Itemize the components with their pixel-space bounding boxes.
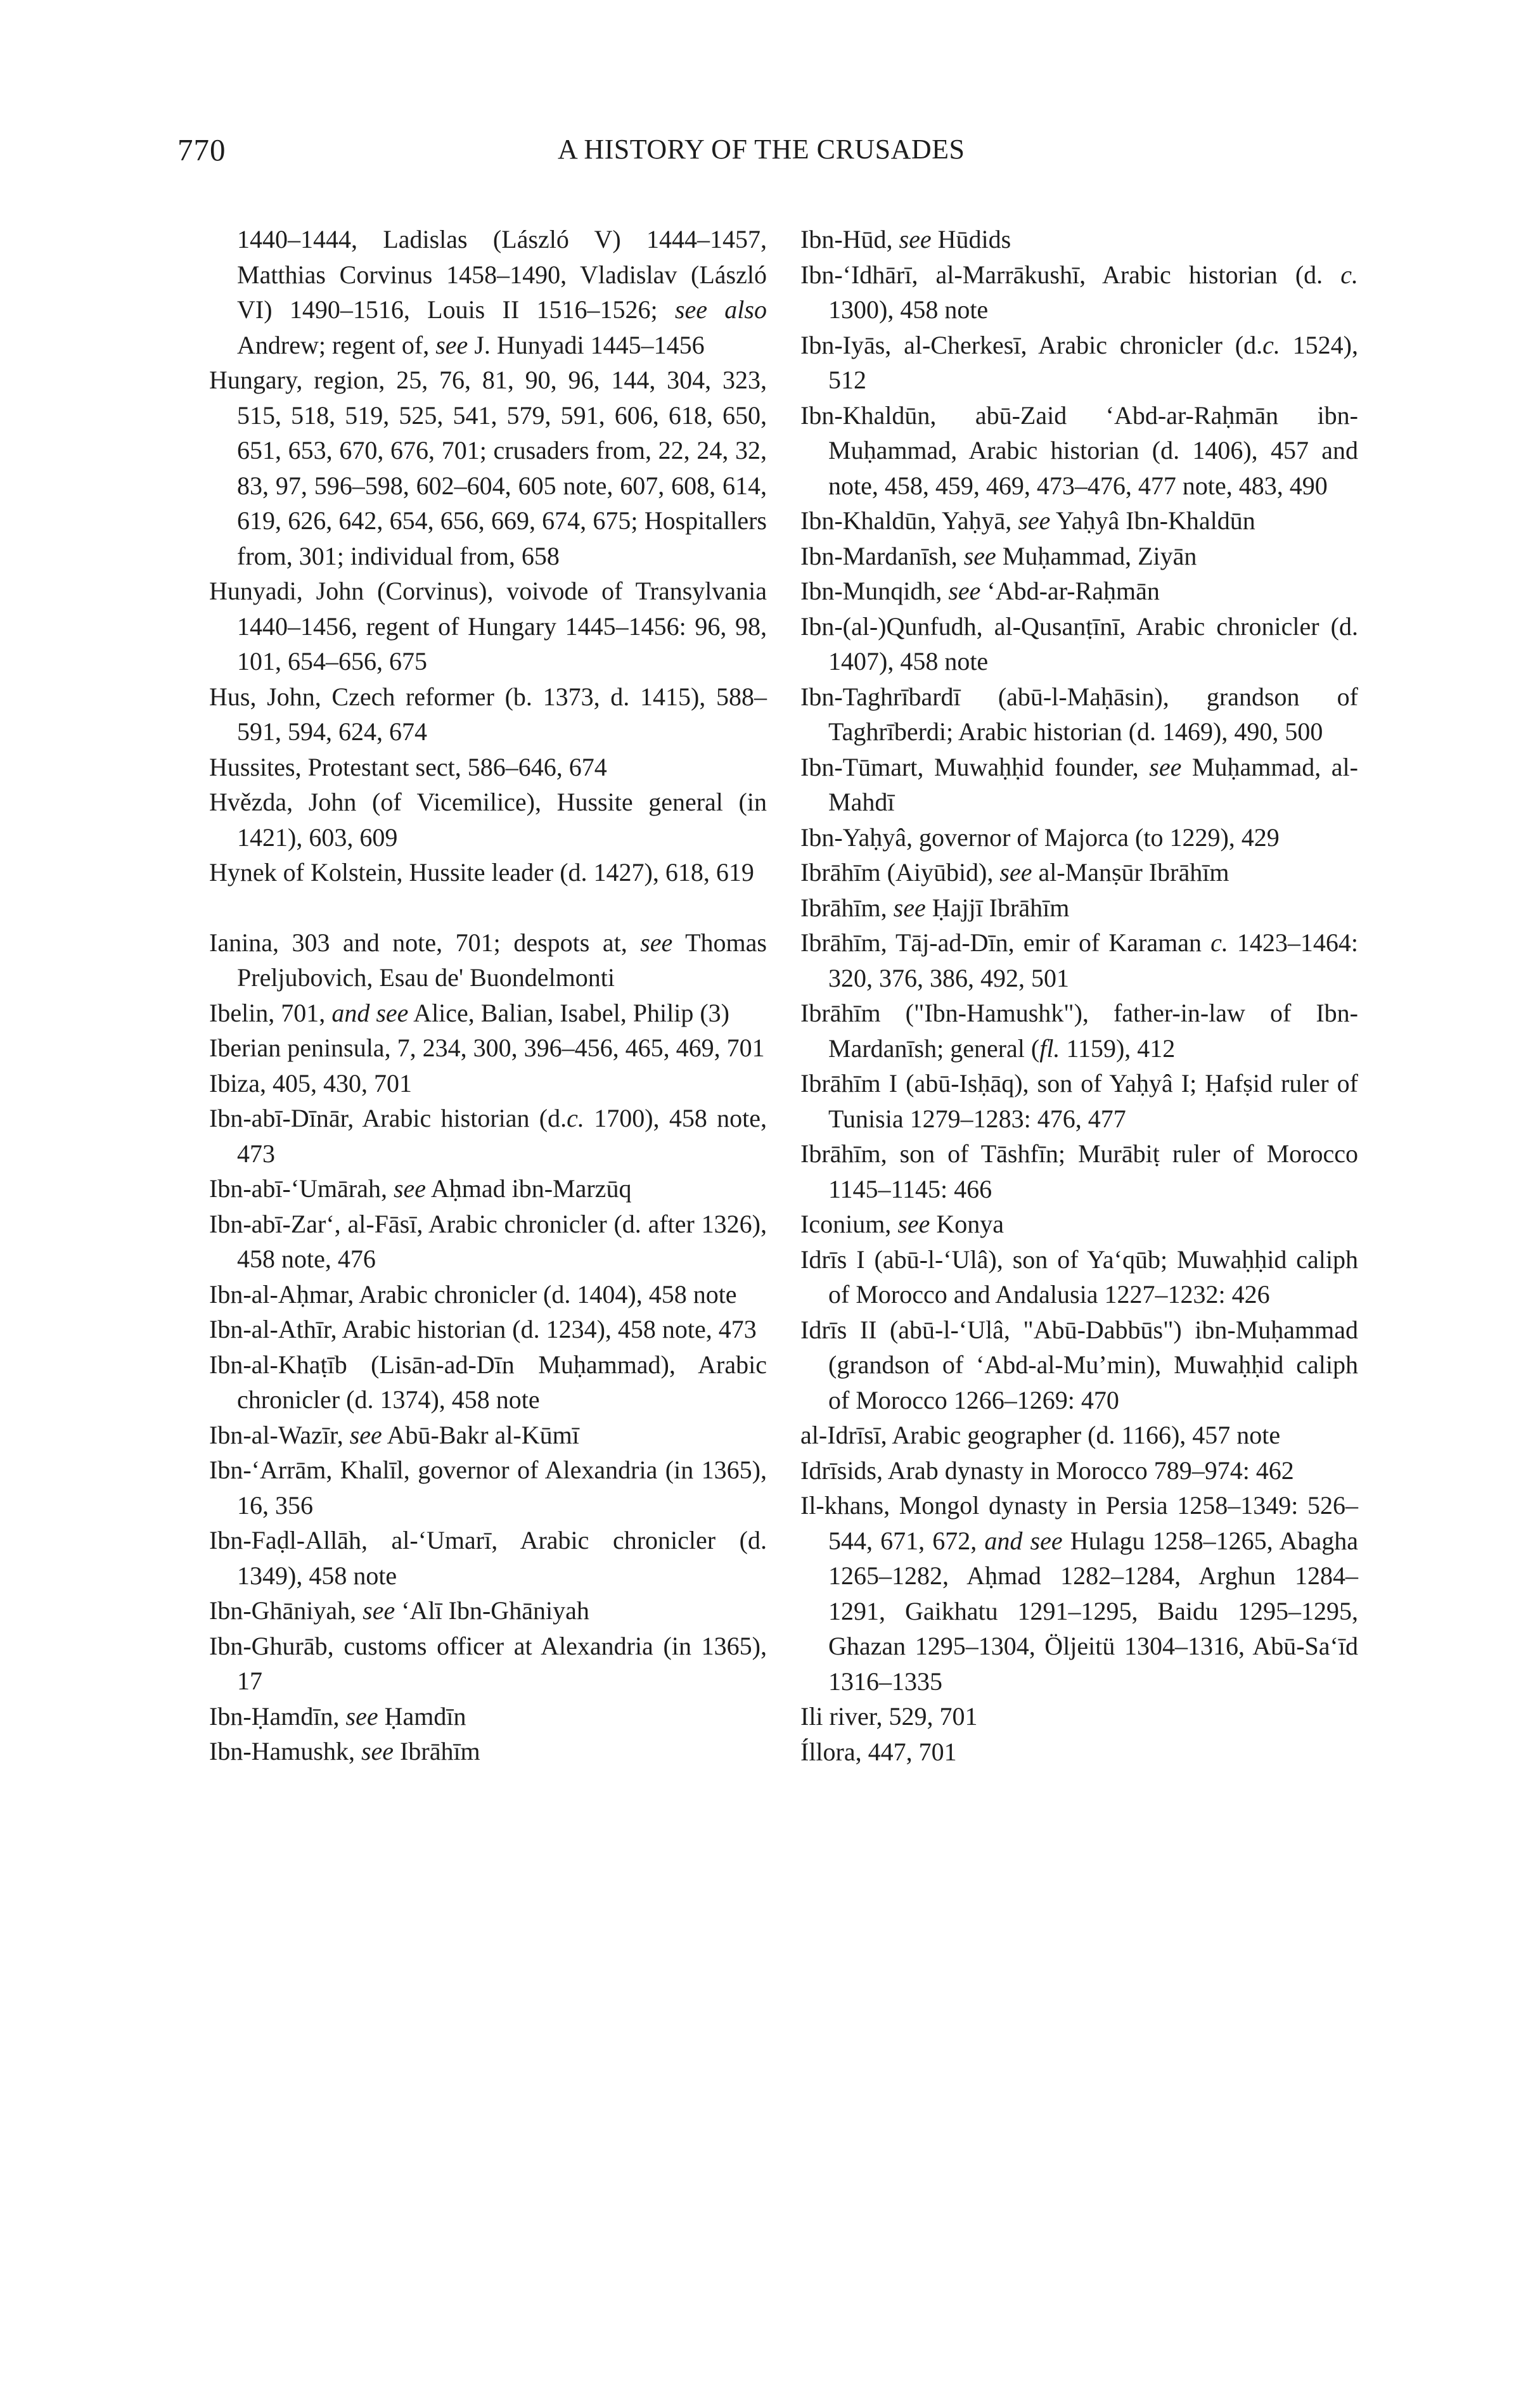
page-number: 770 (177, 132, 226, 167)
index-entry: Ibn-al-Khaṭīb (Lisān-ad-Dīn Muḥammad), Arabic chronicler (d. 1374), 458 note (209, 1350, 767, 1414)
index-entry: Hvězda, John (of Vicemilice), Hussite general (in 1421), 603, 609 (209, 788, 767, 852)
index-column-left (209, 222, 767, 1769)
index-entry: Ibrāhīm (Aiyūbid), see al-Manṣūr Ibrāhīm (800, 858, 1229, 887)
index-entry: Íllora, 447, 701 (800, 1737, 957, 1766)
index-column-right (800, 222, 1358, 1769)
index-entry: Ibrāhīm ("Ibn-Hamushk"), father-in-law of Ibn-Mardanīsh; general (fl. 1159), 412 (800, 999, 1358, 1063)
index-entry: Ibrāhīm I (abū-Isḥāq), son of Yaḥyâ I; Ḥafṣid ruler of Tunisia 1279–1283: 476, 477 (800, 1069, 1358, 1133)
index-entry: Idrīs I (abū-l-‘Ulâ), son of Ya‘qūb; Muwaḥḥid caliph of Morocco and Andalusia 1227–1232: 426 (800, 1245, 1358, 1309)
index-entry: Ibn-Faḍl-Allāh, al-‘Umarī, Arabic chronicler (d. 1349), 458 note (209, 1526, 767, 1590)
index-entry: Ibrāhīm, see Ḥajjī Ibrāhīm (800, 893, 1070, 922)
index-entry: Hunyadi, John (Corvinus), voivode of Transylvania 1440–1456, regent of Hungary 1445–1456: 96, 98, 101, 654–656, 675 (209, 577, 767, 676)
index-entry: Idrīs II (abū-l-‘Ulâ, "Abū-Dabbūs") ibn-Muḥammad (grandson of ‘Abd-al-Mu’min), Muwaḥḥid caliph of Morocco 1266–1269: 470 (800, 1315, 1358, 1414)
index-entry: Hungary, region, 25, 76, 81, 90, 96, 144, 304, 323, 515, 518, 519, 525, 541, 579, 591, 606, 618, 650, 651, 653, 670, 676, 701; crusaders from, 22, 24, 32, 83, 97, 596–598, 602–604, 605 note, 607, 608, 614, 619, 626, 642, 654, 656, 669, 674, 675; Hospitallers from, 301; individual from, 658 (209, 366, 767, 570)
index-entry: Ibiza, 405, 430, 701 (209, 1068, 412, 1098)
index-entry: al-Idrīsī, Arabic geographer (d. 1166), 457 note (800, 1421, 1281, 1449)
index-entry: Ibn-Ghurāb, customs officer at Alexandria (in 1365), 17 (209, 1631, 767, 1695)
index-entry: Idrīsids, Arab dynasty in Morocco 789–974: 462 (800, 1456, 1294, 1485)
index-entry: Ibn-al-Aḥmar, Arabic chronicler (d. 1404), 458 note (209, 1279, 737, 1309)
index-entry: Ibn-Mardanīsh, see Muḥammad, Ziyān (800, 541, 1197, 570)
index-entry: Ibn-Munqidh, see ‘Abd-ar-Raḥmān (800, 577, 1160, 605)
index-entry: Ibn-al-Wazīr, see Abū-Bakr al-Kūmī (209, 1420, 579, 1449)
index-entry: Hynek of Kolstein, Hussite leader (d. 1427), 618, 619 (209, 858, 754, 887)
index-entry: Ibn-Iyās, al-Cherkesī, Arabic chronicler (d.c. 1524), 512 (800, 330, 1358, 394)
letter-group-gap (209, 890, 767, 925)
index-entry: Iberian peninsula, 7, 234, 300, 396–456, 465, 469, 701 (209, 1034, 765, 1062)
index-entry: Iconium, see Konya (800, 1210, 1004, 1238)
index-entry: Ibn-abī-‘Umārah, see Aḥmad ibn-Marzūq (209, 1174, 632, 1203)
index-entry: Ianina, 303 and note, 701; despots at, see Thomas Preljubovich, Esau de' Buondelmonti (209, 928, 767, 992)
index-entry: Ibn-Tūmart, Muwaḥḥid founder, see Muḥammad, al-Mahdī (800, 752, 1358, 816)
index-entry: Ibn-Yaḥyâ, governor of Majorca (to 1229), 429 (800, 823, 1280, 852)
index-entry: Ibrāhīm, son of Tāshfīn; Murābiṭ ruler of Morocco 1145–1145: 466 (800, 1139, 1358, 1203)
index-entry: Il-khans, Mongol dynasty in Persia 1258–1349: 526–544, 671, 672, and see Hulagu 1258–1265, Abagha 1265–1282, Aḥmad 1282–1284, Arghun 1284–1291, Gaikhatu 1291–1295, Baidu 1295–1295, Ghazan 1295–1304, Öljeitü 1304–1316, Abū-Sa‘īd 1316–1335 (800, 1491, 1358, 1696)
index-entry: Ibn-(al-)Qunfudh, al-Qusanṭīnī, Arabic chronicler (d. 1407), 458 note (800, 612, 1358, 676)
index-entry: Ibn-Ghāniyah, see ‘Alī Ibn-Ghāniyah (209, 1596, 589, 1625)
index-entry: Ibn-Khaldūn, Yaḥyā, see Yaḥyâ Ibn-Khaldūn (800, 506, 1255, 535)
index-entry: Ibn-Hūd, see Hūdids (800, 225, 1011, 253)
index-entry: Ili river, 529, 701 (800, 1702, 978, 1731)
index-entry: Ibn-Taghrībardī (abū-l-Maḥāsin), grandson of Taghrīberdi; Arabic historian (d. 1469), 490, 500 (800, 682, 1358, 746)
index-entry: Ibn-abī-Zar‘, al-Fāsī, Arabic chronicler (d. after 1326), 458 note, 476 (209, 1209, 767, 1273)
index-entry: Ibn-Ḥamdīn, see Ḥamdīn (209, 1701, 466, 1731)
index-entry-continued: 1440–1444, Ladislas (László V) 1444–1457, Matthias Corvinus 1458–1490, Vladislav (László VI) 1490–1516, Louis II 1516–1526; see also Andrew; regent of, see J. Hunyadi 1445–1456 (237, 225, 767, 359)
index-entry: Ibrāhīm, Tāj-ad-Dīn, emir of Karaman c. 1423–1464: 320, 376, 386, 492, 501 (800, 928, 1358, 992)
index-entry: Ibn-Khaldūn, abū-Zaid ‘Abd-ar-Raḥmān ibn-Muḥammad, Arabic historian (d. 1406), 457 and note, 458, 459, 469, 473–476, 477 note, 483, 490 (800, 400, 1358, 500)
index-entry: Hussites, Protestant sect, 586–646, 674 (209, 752, 607, 781)
running-head: A HISTORY OF THE CRUSADES (558, 134, 965, 165)
index-entry: Ibelin, 701, and see Alice, Balian, Isabel, Philip (3) (209, 998, 729, 1027)
index-entry: Ibn-abī-Dīnār, Arabic historian (d.c. 1700), 458 note, 473 (209, 1104, 767, 1168)
index-entry: Hus, John, Czech reformer (b. 1373, d. 1415), 588–591, 594, 624, 674 (209, 682, 767, 746)
index-entry: Ibn-‘Arrām, Khalīl, governor of Alexandria (in 1365), 16, 356 (209, 1456, 767, 1520)
index-entry: Ibn-‘Idhārī, al-Marrākushī, Arabic historian (d. c. 1300), 458 note (800, 260, 1358, 324)
index-entry: Ibn-al-Athīr, Arabic historian (d. 1234), 458 note, 473 (209, 1315, 757, 1343)
index-entry: Ibn-Hamushk, see Ibrāhīm (209, 1737, 480, 1765)
